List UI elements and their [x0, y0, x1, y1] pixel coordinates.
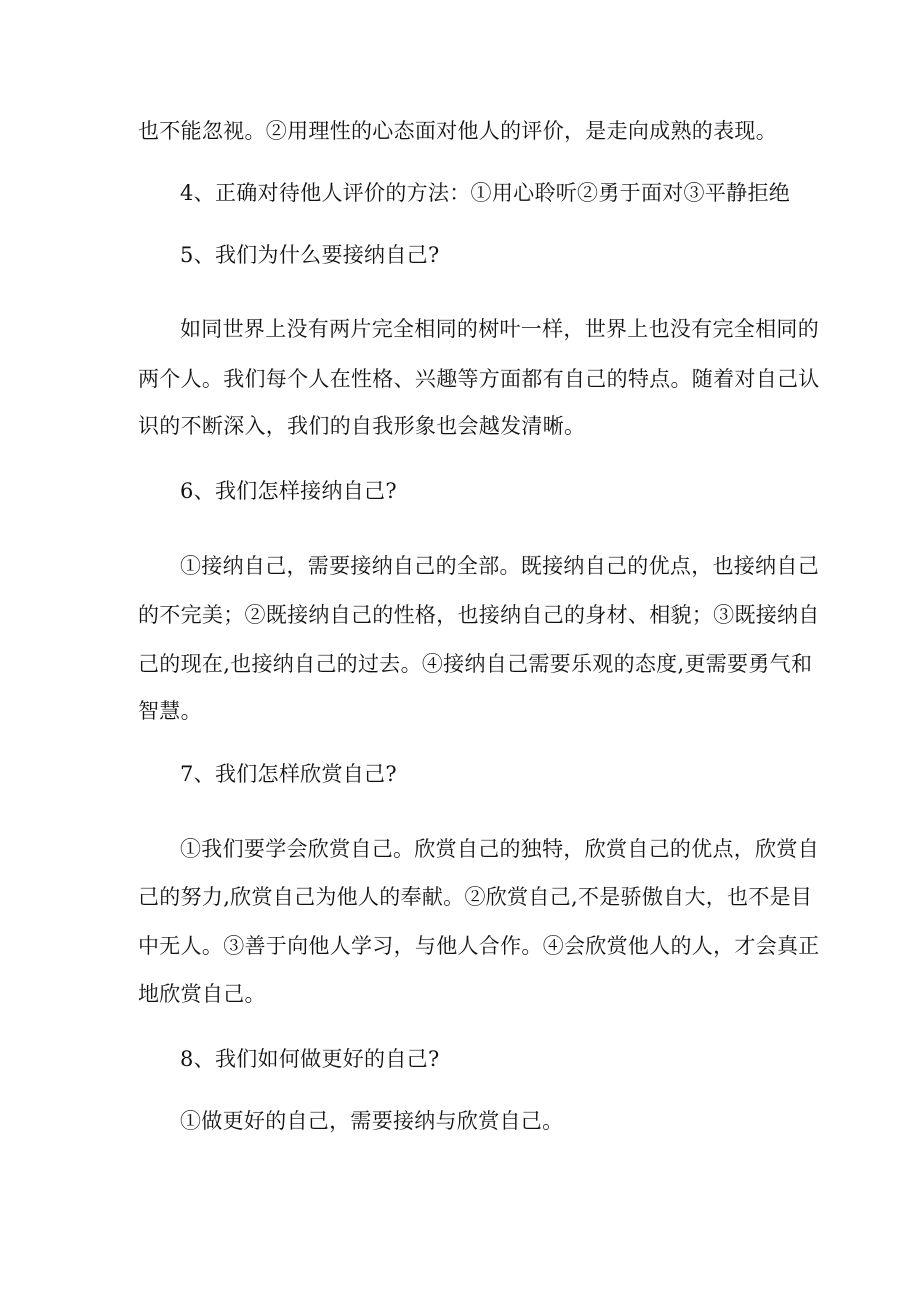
paragraph-line: 也不能忽视。②用理性的心态面对他人的评价，是走向成熟的表现。 — [138, 119, 777, 143]
question-heading: 7、我们怎样欣赏自己? — [180, 762, 397, 786]
paragraph-line: 两个人。我们每个人在性格、兴趣等方面都有自己的特点。随着对自己认 — [138, 367, 820, 391]
paragraph-line: 地欣赏自己。 — [138, 982, 266, 1006]
question-heading: 5、我们为什么要接纳自己? — [180, 243, 440, 267]
paragraph-line: ①我们要学会欣赏自己。欣赏自己的独特，欣赏自己的优点，欣赏自 — [180, 837, 819, 861]
question-heading: 4、正确对待他人评价的方法：①用心聆听②勇于面对③平静拒绝 — [180, 181, 791, 205]
paragraph-line: ①做更好的自己，需要接纳与欣赏自己。 — [180, 1109, 564, 1133]
paragraph-line: 己的努力,欣赏自己为他人的奉献。②欣赏自己,不是骄傲自大，也不是目 — [138, 885, 813, 909]
paragraph-line: 己的现在,也接纳自己的过去。④接纳自己需要乐观的态度,更需要勇气和 — [138, 652, 813, 676]
question-heading: 8、我们如何做更好的自己? — [180, 1047, 440, 1071]
paragraph-line: 的不完美；②既接纳自己的性格，也接纳自己的身材、相貌；③既接纳自 — [138, 603, 820, 627]
paragraph-line: 如同世界上没有两片完全相同的树叶一样，世界上也没有完全相同的 — [180, 317, 819, 341]
paragraph-line: 中无人。③善于向他人学习，与他人合作。④会欣赏他人的人，才会真正 — [138, 934, 820, 958]
paragraph-line: 识的不断深入，我们的自我形象也会越发清晰。 — [138, 414, 586, 438]
paragraph-line: ①接纳自己，需要接纳自己的全部。既接纳自己的优点，也接纳自己 — [180, 554, 819, 578]
question-heading: 6、我们怎样接纳自己? — [180, 479, 397, 503]
paragraph-line: 智慧。 — [138, 699, 202, 723]
